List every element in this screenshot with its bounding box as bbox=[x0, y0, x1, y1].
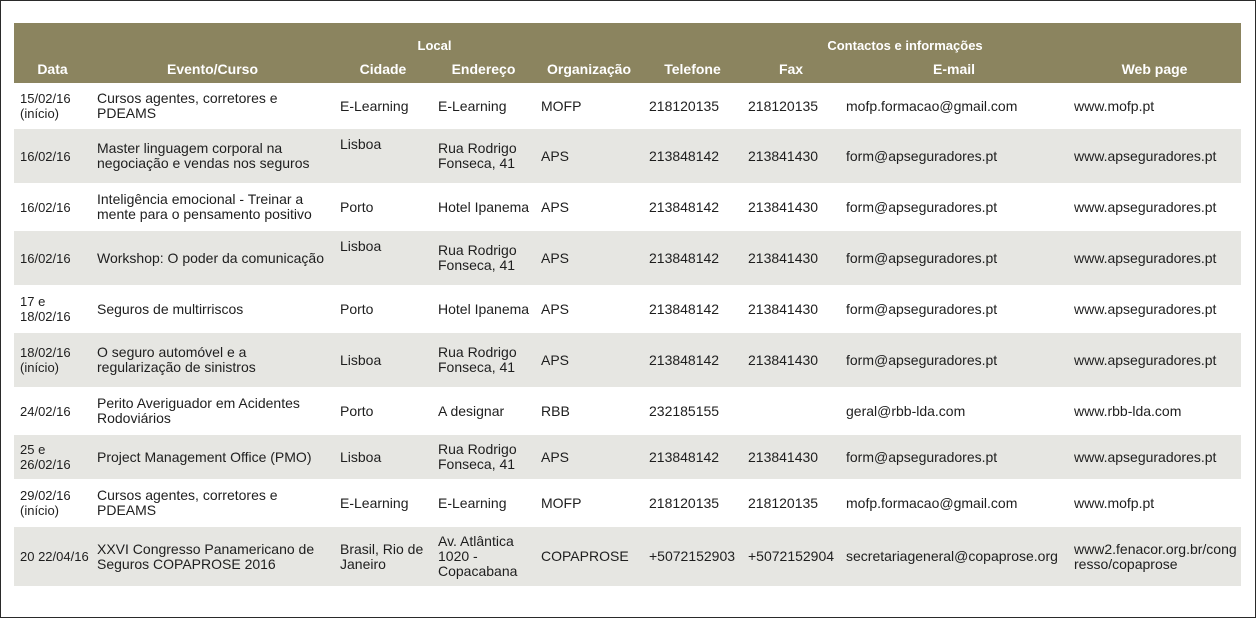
cell-address: E-Learning bbox=[432, 480, 535, 526]
column-header-address: Endereço bbox=[432, 54, 535, 84]
cell-city: Lisboa bbox=[334, 434, 432, 480]
events-table bbox=[14, 23, 1241, 586]
header-column-row bbox=[14, 54, 1241, 84]
cell-date: 16/02/16 bbox=[14, 230, 91, 286]
cell-fax: 213841430 bbox=[742, 128, 840, 184]
column-header-web: Web page bbox=[1068, 54, 1241, 84]
column-header-organization: Organização bbox=[535, 54, 643, 84]
cell-event: Perito Averiguador em Acidentes Rodoviários bbox=[91, 388, 334, 434]
cell-phone: 232185155 bbox=[643, 388, 742, 434]
cell-organization: APS bbox=[535, 286, 643, 332]
cell-email: secretariageneral@copaprose.org bbox=[840, 526, 1068, 586]
cell-address: A designar bbox=[432, 388, 535, 434]
cell-organization: APS bbox=[535, 434, 643, 480]
column-header-email: E-mail bbox=[840, 54, 1068, 84]
cell-event: Workshop: O poder da comunicação bbox=[91, 230, 334, 286]
cell-city: Porto bbox=[334, 184, 432, 230]
cell-email: form@apseguradores.pt bbox=[840, 128, 1068, 184]
table-row bbox=[14, 332, 1241, 388]
cell-phone: 218120135 bbox=[643, 480, 742, 526]
table-row bbox=[14, 84, 1241, 128]
cell-event: Master linguagem corporal na negociação e vendas nos seguros bbox=[91, 128, 334, 184]
cell-web: www.apseguradores.pt bbox=[1068, 230, 1241, 286]
cell-web: www.apseguradores.pt bbox=[1068, 184, 1241, 230]
cell-date: 18/02/16 (início) bbox=[14, 332, 91, 388]
cell-web: www.apseguradores.pt bbox=[1068, 128, 1241, 184]
cell-date: 20 22/04/16 bbox=[14, 526, 91, 586]
cell-event: Cursos agentes, corretores e PDEAMS bbox=[91, 84, 334, 128]
cell-address: Rua Rodrigo Fonseca, 41 bbox=[432, 332, 535, 388]
cell-city: Lisboa bbox=[334, 128, 432, 184]
cell-event: Seguros de multirriscos bbox=[91, 286, 334, 332]
cell-address: Hotel Ipanema bbox=[432, 286, 535, 332]
cell-organization: MOFP bbox=[535, 480, 643, 526]
column-header-date: Data bbox=[14, 54, 91, 84]
cell-city: Lisboa bbox=[334, 332, 432, 388]
cell-fax: 218120135 bbox=[742, 84, 840, 128]
cell-fax: 213841430 bbox=[742, 332, 840, 388]
cell-email: form@apseguradores.pt bbox=[840, 230, 1068, 286]
cell-web: www2.fenacor.org.br/congresso/copaprose bbox=[1068, 526, 1241, 586]
cell-fax: 213841430 bbox=[742, 230, 840, 286]
cell-phone: +5072152903 bbox=[643, 526, 742, 586]
cell-date: 29/02/16 (início) bbox=[14, 480, 91, 526]
cell-phone: 218120135 bbox=[643, 84, 742, 128]
cell-date: 16/02/16 bbox=[14, 128, 91, 184]
cell-organization: RBB bbox=[535, 388, 643, 434]
cell-city: Brasil, Rio de Janeiro bbox=[334, 526, 432, 586]
cell-email: form@apseguradores.pt bbox=[840, 184, 1068, 230]
table-row bbox=[14, 230, 1241, 286]
cell-address: Rua Rodrigo Fonseca, 41 bbox=[432, 230, 535, 286]
cell-date: 15/02/16 (início) bbox=[14, 84, 91, 128]
cell-organization: APS bbox=[535, 128, 643, 184]
cell-organization: APS bbox=[535, 230, 643, 286]
cell-web: www.rbb-lda.com bbox=[1068, 388, 1241, 434]
cell-city: Porto bbox=[334, 286, 432, 332]
cell-address: Rua Rodrigo Fonseca, 41 bbox=[432, 128, 535, 184]
cell-phone: 213848142 bbox=[643, 286, 742, 332]
cell-date: 17 e 18/02/16 bbox=[14, 286, 91, 332]
cell-address: Hotel Ipanema bbox=[432, 184, 535, 230]
cell-event: Project Management Office (PMO) bbox=[91, 434, 334, 480]
cell-event: XXVI Congresso Panamericano de Seguros COPAPROSE 2016 bbox=[91, 526, 334, 586]
table-row bbox=[14, 480, 1241, 526]
group-header-local: Local bbox=[334, 23, 535, 54]
header-group-row bbox=[14, 23, 1241, 54]
table-row bbox=[14, 388, 1241, 434]
cell-city: E-Learning bbox=[334, 480, 432, 526]
cell-address: Rua Rodrigo Fonseca, 41 bbox=[432, 434, 535, 480]
cell-organization: APS bbox=[535, 184, 643, 230]
column-header-phone: Telefone bbox=[643, 54, 742, 84]
cell-date: 25 e 26/02/16 bbox=[14, 434, 91, 480]
cell-web: www.mofp.pt bbox=[1068, 480, 1241, 526]
cell-fax: +5072152904 bbox=[742, 526, 840, 586]
cell-phone: 213848142 bbox=[643, 230, 742, 286]
cell-phone: 213848142 bbox=[643, 184, 742, 230]
cell-event: O seguro automóvel e a regularização de sinistros bbox=[91, 332, 334, 388]
cell-email: form@apseguradores.pt bbox=[840, 434, 1068, 480]
cell-email: form@apseguradores.pt bbox=[840, 286, 1068, 332]
cell-phone: 213848142 bbox=[643, 128, 742, 184]
cell-address: E-Learning bbox=[432, 84, 535, 128]
group-header-contacts: Contactos e informações bbox=[742, 23, 1068, 54]
cell-event: Inteligência emocional - Treinar a mente para o pensamento positivo bbox=[91, 184, 334, 230]
cell-fax: 213841430 bbox=[742, 184, 840, 230]
cell-date: 24/02/16 bbox=[14, 388, 91, 434]
cell-date: 16/02/16 bbox=[14, 184, 91, 230]
table-row bbox=[14, 526, 1241, 586]
cell-email: form@apseguradores.pt bbox=[840, 332, 1068, 388]
column-header-fax: Fax bbox=[742, 54, 840, 84]
cell-city: Lisboa bbox=[334, 230, 432, 286]
cell-phone: 213848142 bbox=[643, 434, 742, 480]
cell-web: www.apseguradores.pt bbox=[1068, 434, 1241, 480]
cell-fax: 218120135 bbox=[742, 480, 840, 526]
cell-fax bbox=[742, 388, 840, 434]
cell-fax: 213841430 bbox=[742, 286, 840, 332]
cell-organization: APS bbox=[535, 332, 643, 388]
column-header-event: Evento/Curso bbox=[91, 54, 334, 84]
cell-phone: 213848142 bbox=[643, 332, 742, 388]
cell-event: Cursos agentes, corretores e PDEAMS bbox=[91, 480, 334, 526]
cell-organization: MOFP bbox=[535, 84, 643, 128]
column-header-city: Cidade bbox=[334, 54, 432, 84]
cell-city: E-Learning bbox=[334, 84, 432, 128]
cell-fax: 213841430 bbox=[742, 434, 840, 480]
table-row bbox=[14, 184, 1241, 230]
table-row bbox=[14, 128, 1241, 184]
cell-web: www.apseguradores.pt bbox=[1068, 332, 1241, 388]
cell-web: www.apseguradores.pt bbox=[1068, 286, 1241, 332]
cell-email: mofp.formacao@gmail.com bbox=[840, 480, 1068, 526]
cell-city: Porto bbox=[334, 388, 432, 434]
cell-email: mofp.formacao@gmail.com bbox=[840, 84, 1068, 128]
cell-organization: COPAPROSE bbox=[535, 526, 643, 586]
cell-web: www.mofp.pt bbox=[1068, 84, 1241, 128]
cell-address: Av. Atlântica 1020 - Copacabana bbox=[432, 526, 535, 586]
cell-email: geral@rbb-lda.com bbox=[840, 388, 1068, 434]
table-row bbox=[14, 286, 1241, 332]
table-row bbox=[14, 434, 1241, 480]
